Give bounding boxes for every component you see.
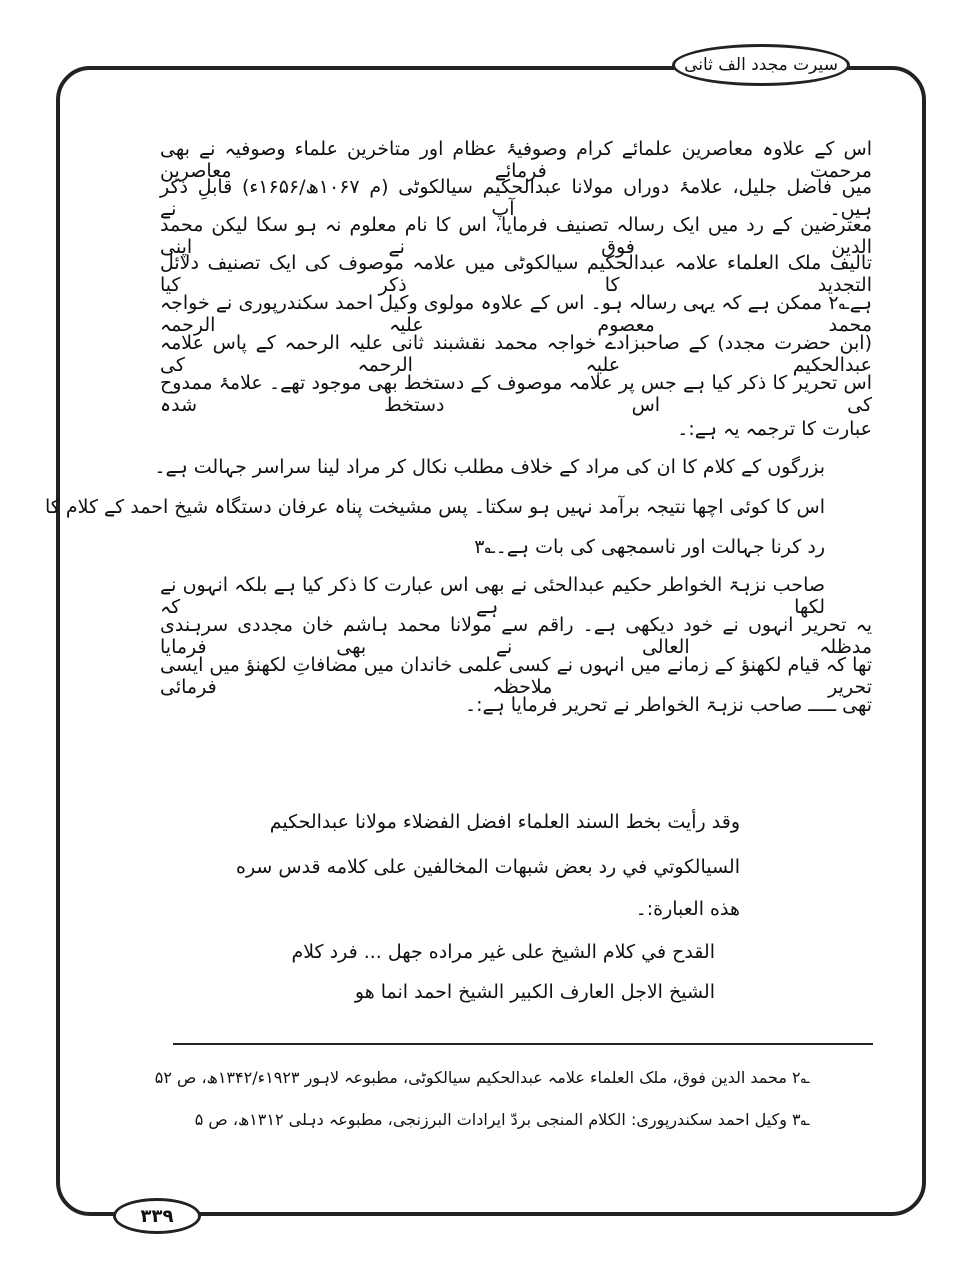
footnote: ؎۳ وکیل احمد سکندرپوری: الکلام المنجی بردّ ایرادات البرزنجی، مطبوعہ دہلی ۱۳۱۲ھ، ص ۵: [194, 1110, 810, 1129]
arabic-quote-line: الشيخ الاجل العارف الكبير الشيخ احمد انما هو: [354, 981, 715, 1003]
page-number-text: ۳۳۹: [140, 1205, 174, 1227]
paragraph-line: اس تحریر کا ذکر کیا ہے جس پر علامہ موصوف کے دستخط بھی موجود تھے۔ علامۂ ممدوح کی اس دستخط شدہ: [160, 372, 872, 416]
paragraph-line: اس کے علاوہ معاصرین علمائے کرام وصوفیۂ عظام اور متاخرین علماء وصوفیہ نے بھی مرحمت فرمائے معاصرین: [160, 138, 872, 182]
arabic-quote-line: وقد رأيت بخط السند العلماء افضل الفضلاء مولانا عبدالحكيم: [269, 811, 740, 833]
arabic-quote-line: القدح في كلام الشيخ على غير مراده جهل ... فرد كلام: [291, 941, 715, 963]
paragraph-line: تھی ـــــ صاحب نزہۃ الخواطر نے تحریر فرمایا ہے:۔: [464, 694, 872, 716]
paragraph-line: عبارت کا ترجمہ یہ ہے:۔: [677, 418, 872, 440]
footnote-divider: [173, 1043, 873, 1045]
quote-line: رد کرنا جہالت اور ناسمجھی کی بات ہے۔؎۳: [474, 536, 825, 558]
arabic-quote-line: هذه العبارة:۔: [635, 898, 740, 920]
running-title-text: سیرت مجدد الف ثانی: [684, 55, 838, 75]
paragraph-line: یہ تحریر انہوں نے خود دیکھی ہے۔ راقم سے مولانا محمد ہاشم خان مجددی سرہندی مدظلہ العالی نے بھی فرمایا: [160, 614, 872, 658]
paragraph-line: معترضین کے رد میں ایک رسالہ تصنیف فرمایا، اس کا نام معلوم نہ ہو سکا لیکن محمد الدین فوق نے اپنی: [160, 214, 872, 258]
quote-line: اس کا کوئی اچھا نتیجہ برآمد نہیں ہو سکتا۔ پس مشیخت پناہ عرفان دستگاہ شیخ احمد کے کلام کا: [44, 496, 825, 518]
paragraph-line: ہے؎۲ ممکن ہے کہ یہی رسالہ ہو۔ اس کے علاوہ مولوی وکیل احمد سکندرپوری نے خواجہ محمد معصوم علیہ الرحمہ: [160, 292, 872, 336]
paragraph-line: میں فاضل جلیل، علامۂ دوراں مولانا عبدالحکیم سیالکوٹی (م ۱۰۶۷ھ/۱۶۵۶ء) قابلِ ذکر ہیں۔ آپ نے: [160, 176, 873, 220]
arabic-quote-line: السيالكوتي في رد بعض شبهات المخالفين على كلامه قدس سره: [235, 856, 740, 878]
quote-line: بزرگوں کے کلام کا ان کی مراد کے خلاف مطلب نکال کر مراد لینا سراسر جہالت ہے۔: [154, 456, 825, 478]
paragraph-line: صاحب نزہۃ الخواطر حکیم عبدالحئی نے بھی اس عبارت کا ذکر کیا ہے بلکہ انہوں نے لکھا ہے کہ: [160, 574, 825, 618]
paragraph-line: تالیف ملک العلماء علامہ عبدالحکیم سیالکوٹی میں علامہ موصوف کی ایک تصنیف دلائل التجدید کا ذکر کیا: [160, 252, 872, 296]
paragraph-line: (ابن حضرت مجدد) کے صاحبزادے خواجہ محمد نقشبند ثانی علیہ الرحمہ کے پاس علامہ عبدالحکیم علیہ الرحمہ کی: [160, 332, 872, 376]
paragraph-line: تھا کہ قیام لکھنؤ کے زمانے میں انہوں نے کسی علمی خاندان میں مضافاتِ لکھنؤ میں ایسی تحریر ملاحظہ فرمائی: [160, 654, 872, 698]
footnote: ؎۲ محمد الدین فوق، ملک العلماء علامہ عبدالحکیم سیالکوٹی، مطبوعہ لاہور ۱۹۲۳ء/۱۳۴۲ھ، ص ۵۲: [154, 1068, 810, 1087]
page-number: [113, 1198, 201, 1234]
running-title: [672, 44, 850, 86]
